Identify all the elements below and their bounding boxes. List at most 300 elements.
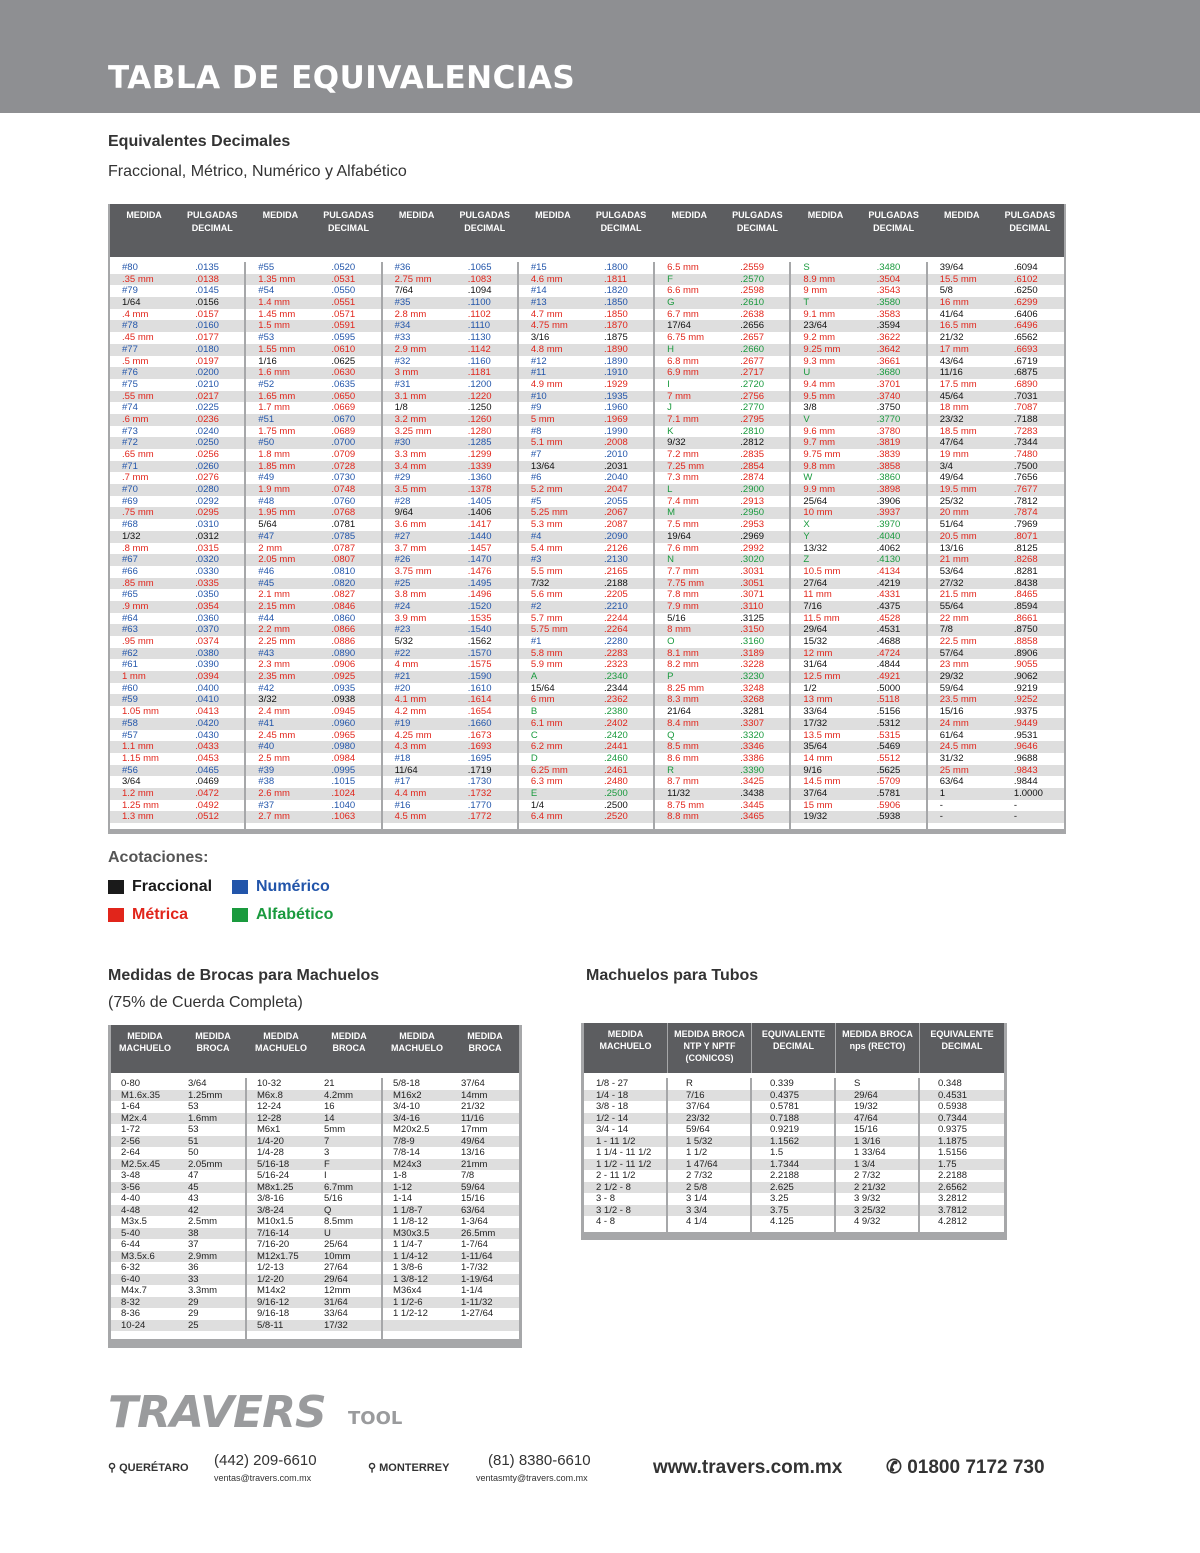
size-cell: #26 (394, 554, 411, 566)
table-row (246, 472, 380, 484)
table-row (110, 437, 244, 449)
decimal-cell: .7188 (1013, 413, 1038, 425)
equivalents-column (791, 262, 927, 829)
size-cell: #71 (122, 460, 138, 472)
size-cell: 5.4 mm (530, 542, 563, 554)
decimal-cell: .1820 (603, 285, 628, 297)
decimal-cell: .8750 (1013, 624, 1038, 636)
decimal-cell: .0177 (195, 332, 219, 344)
table-row (519, 356, 653, 368)
size-cell: 15/64 (530, 682, 555, 694)
size-cell: E (530, 787, 538, 799)
size-cell: 9.1 mm (803, 308, 836, 320)
decimal-cell: .0394 (195, 671, 219, 683)
size-cell: #29 (394, 472, 411, 484)
table-row (920, 1090, 1004, 1102)
table-row (383, 1320, 519, 1332)
decimal-cell: .2500 (603, 787, 628, 799)
table-row (920, 1136, 1004, 1148)
table-row (247, 1193, 381, 1205)
size-cell: #62 (122, 647, 138, 659)
table-row (920, 1124, 1004, 1136)
table-row (920, 1078, 1004, 1090)
size-cell: 19 mm (939, 449, 969, 460)
size-cell: #77 (122, 343, 138, 355)
size-cell: #15 (530, 262, 547, 273)
decimal-cell: .8661 (1013, 612, 1038, 624)
table-row (383, 730, 517, 742)
header-pulgadas-decimal (723, 204, 791, 257)
size-cell: 4.7 mm (530, 308, 563, 320)
table-row (836, 1193, 918, 1205)
size-cell: 7.6 mm (667, 542, 699, 554)
drill-size-cell: 2.5mm (188, 1216, 218, 1227)
footer-phone-queretaro[interactable]: (442) 209-6610 (214, 1452, 317, 1469)
table-row (247, 1113, 381, 1125)
header-medida-machuelo (247, 1025, 315, 1073)
decimal-cell: .1575 (467, 659, 492, 671)
size-cell: 7.75 mm (667, 577, 705, 589)
decimal-cell: .1800 (603, 262, 628, 273)
decimal-cell: .0571 (331, 308, 356, 320)
drill-size-cell: 1-11/64 (461, 1250, 493, 1262)
size-cell: 7 mm (667, 390, 691, 402)
decimal-cell: .3860 (876, 472, 901, 484)
table-row (519, 554, 653, 566)
table-row (246, 344, 380, 356)
decimal-cell: .1850 (603, 297, 628, 309)
table-row (246, 449, 380, 461)
table-row (920, 1216, 1004, 1228)
tap-size-cell: 7/16-20 (257, 1239, 290, 1250)
table-row (246, 659, 380, 671)
table-row (246, 741, 380, 753)
table-row (383, 1251, 519, 1263)
pipe-cell: 1.1875 (938, 1135, 968, 1147)
drill-size-cell: 1.6mm (188, 1112, 218, 1124)
table-row (791, 613, 925, 625)
table-row (519, 718, 653, 730)
drill-size-cell: 25 (188, 1319, 199, 1331)
decimal-cell: .0413 (195, 706, 219, 718)
tap-size-cell: 6-44 (121, 1239, 141, 1250)
decimal-cell: .3701 (876, 378, 901, 390)
decimal-cell: .9843 (1013, 764, 1038, 776)
decimal-cell: .2008 (603, 437, 628, 449)
table-row (928, 472, 1064, 484)
drill-size-cell: 1-1/4 (461, 1285, 483, 1296)
decimal-cell: .9531 (1013, 729, 1038, 741)
header-medida: MEDIDA (262, 210, 299, 220)
size-cell: 21/64 (667, 706, 691, 718)
table-row (519, 706, 653, 718)
table-row (246, 589, 380, 601)
decimal-cell: .1910 (603, 367, 628, 379)
size-cell: 5/8 (939, 285, 953, 297)
decimal-cell: .0145 (195, 285, 219, 297)
tap-size-cell: 1 1/2-12 (393, 1308, 428, 1319)
travers-logo-suffix: TOOL (348, 1408, 403, 1429)
size-cell: 9/32 (667, 437, 686, 449)
header-medida-machuelo (111, 1025, 179, 1073)
decimal-cell: .2165 (603, 565, 628, 577)
table-row (519, 730, 653, 742)
table-row (110, 531, 244, 543)
table-row (110, 519, 244, 531)
table-row (655, 776, 789, 788)
table-row (246, 320, 380, 332)
size-cell: 5.75 mm (530, 624, 568, 636)
table-row (519, 309, 653, 321)
table-row (655, 554, 789, 566)
footer-email-monterrey[interactable]: ventasmty@travers.com.mx (476, 1473, 588, 1483)
pipe-cell: 2 7/32 (854, 1170, 881, 1181)
decimal-cell: .2610 (740, 297, 765, 309)
tap-size-cell: M8x1.25 (257, 1181, 294, 1193)
drill-size-cell: 59/64 (461, 1181, 485, 1193)
decimal-cell: .1772 (467, 811, 492, 823)
table-row (110, 589, 244, 601)
drill-size-cell: 10mm (324, 1250, 351, 1262)
pipe-cell: 2.625 (770, 1181, 794, 1193)
size-cell: 1/4 (530, 799, 545, 811)
decimal-cell: .0748 (331, 484, 356, 496)
size-cell: 7.9 mm (667, 600, 699, 612)
size-cell: #2 (530, 600, 542, 612)
decimal-cell: .3031 (740, 565, 765, 577)
table-row (791, 379, 925, 391)
table-row (584, 1101, 666, 1113)
decimal-cell: .5469 (876, 741, 901, 753)
table-row (383, 659, 517, 671)
footer-website-link[interactable]: www.travers.com.mx (653, 1457, 843, 1478)
decimal-cell: .7969 (1013, 519, 1038, 531)
table-row (383, 496, 517, 508)
size-cell: 2.1 mm (258, 589, 290, 601)
size-cell: 2 mm (258, 542, 283, 554)
decimal-cell: .0374 (195, 636, 219, 647)
size-cell: #55 (258, 262, 275, 273)
drill-size-cell: 8.5mm (324, 1216, 354, 1227)
decimal-cell: .2570 (740, 273, 765, 285)
tap-size-cell: 5/16-18 (257, 1158, 290, 1170)
size-cell: 41/64 (939, 308, 964, 320)
table-row (791, 811, 925, 823)
tap-size-cell: 2-56 (121, 1135, 141, 1147)
size-cell: 21.5 mm (939, 589, 977, 601)
size-cell: #27 (394, 530, 411, 542)
decimal-cell: .0465 (195, 764, 219, 776)
table-row (655, 449, 789, 461)
decimal-cell: .1015 (331, 776, 356, 788)
header-pulgadas: PULGADAS (732, 210, 783, 220)
size-cell: 9.9 mm (803, 484, 836, 496)
size-cell: 31/64 (803, 659, 828, 671)
table-row (655, 274, 789, 286)
size-cell: 6.3 mm (530, 776, 563, 788)
size-cell: A (530, 671, 538, 683)
decimal-cell: .3160 (740, 636, 765, 647)
size-cell: .45 mm (122, 332, 154, 344)
decimal-cell: .2362 (603, 694, 628, 706)
decimal-cell: .0866 (331, 624, 356, 636)
decimal-cell: .2126 (603, 542, 628, 554)
table-row (928, 437, 1064, 449)
size-cell: 21/32 (939, 332, 964, 344)
size-cell: 4.2 mm (394, 706, 427, 718)
table-row (928, 613, 1064, 625)
table-row (791, 788, 925, 800)
table-row (928, 811, 1064, 823)
size-cell: 2.75 mm (394, 273, 432, 285)
footer-tollfree[interactable] (886, 1456, 1045, 1479)
size-cell: 13/32 (803, 542, 828, 554)
header-medida-broca (315, 1025, 383, 1073)
decimal-cell: .2756 (740, 390, 765, 402)
table-row (519, 659, 653, 671)
tap-size-cell: 7/8-14 (393, 1147, 420, 1158)
decimal-cell: .3661 (876, 355, 901, 367)
table-row (111, 1320, 245, 1332)
table-row (668, 1205, 750, 1217)
size-cell: 15.5 mm (939, 273, 977, 285)
size-cell: 4.6 mm (530, 273, 563, 285)
tap-size-cell: M2x.4 (121, 1112, 147, 1124)
pipe-cell: 2.6562 (938, 1181, 968, 1193)
decimal-cell: .2770 (740, 402, 765, 414)
table-row (928, 484, 1064, 496)
decimal-cell: .2559 (740, 262, 765, 273)
size-cell: 9.7 mm (803, 437, 836, 449)
decimal-cell: .0781 (331, 519, 356, 531)
size-cell: #50 (258, 437, 275, 449)
legend-label: Numérico (256, 878, 330, 895)
decimal-cell: .0960 (331, 717, 356, 729)
header-decimal: DECIMAL (600, 223, 642, 233)
table-row (383, 1113, 519, 1125)
decimal-cell: .6406 (1013, 308, 1038, 320)
decimal-cell: .1520 (467, 600, 492, 612)
table-row (247, 1170, 381, 1182)
decimal-cell: .1110 (467, 320, 491, 332)
table-row (246, 694, 380, 706)
header-line: MEDIDA (127, 1031, 163, 1041)
decimal-cell: .5512 (876, 752, 901, 764)
tap-size-cell (383, 1320, 451, 1332)
pipe-cell: 4 9/32 (854, 1216, 881, 1227)
decimal-cell: .9055 (1013, 659, 1038, 671)
decimal-cell: .0730 (331, 472, 356, 484)
size-cell: #7 (530, 449, 542, 460)
tap-size-cell: 1-72 (121, 1124, 141, 1135)
tap-size-cell: 1 1/4-7 (393, 1239, 423, 1250)
size-cell: 5.3 mm (530, 519, 563, 531)
drill-size-cell: 36 (188, 1262, 199, 1273)
table-row (584, 1170, 666, 1182)
table-row (791, 683, 925, 695)
decimal-cell: .8268 (1013, 554, 1038, 566)
table-row (110, 344, 244, 356)
decimal-cell: .0354 (195, 600, 219, 612)
decimal-cell: .2810 (740, 425, 765, 437)
tap-drill-table (108, 1025, 522, 1348)
size-cell: 51/64 (939, 519, 964, 531)
decimal-cell: .0360 (195, 612, 219, 624)
size-cell: #49 (258, 472, 275, 484)
footer-phone-monterrey[interactable]: (81) 8380-6610 (488, 1452, 591, 1469)
footer-city-monterrey (368, 1461, 449, 1474)
table-row (920, 1193, 1004, 1205)
table-row (519, 437, 653, 449)
size-cell: 5.9 mm (530, 659, 563, 671)
header-decimal: DECIMAL (873, 223, 915, 233)
table-row (928, 659, 1064, 671)
table-row (383, 811, 517, 823)
table-row (791, 659, 925, 671)
size-cell: 2.15 mm (258, 600, 296, 612)
table-row (655, 309, 789, 321)
table-row (110, 356, 244, 368)
table-row (791, 402, 925, 414)
size-cell: #60 (122, 682, 138, 694)
decimal-cell: .2031 (603, 460, 628, 472)
header-pulgadas: PULGADAS (868, 210, 919, 220)
table-row (110, 320, 244, 332)
table-row (928, 332, 1064, 344)
table-row (247, 1228, 381, 1240)
header-line: BROCA (196, 1043, 230, 1053)
decimal-cell: .1770 (467, 799, 492, 811)
decimal-cell: .4130 (876, 554, 901, 566)
drill-size-cell: 7/8 (461, 1170, 475, 1181)
decimal-cell: .3504 (876, 273, 901, 285)
table-row (655, 683, 789, 695)
size-cell: 4.1 mm (394, 694, 427, 706)
decimal-cell: .2874 (740, 472, 765, 484)
size-cell: .65 mm (122, 449, 154, 460)
decimal-cell: .5709 (876, 776, 901, 788)
size-cell: 6.4 mm (530, 811, 563, 823)
header-medida-machuelo (383, 1025, 451, 1073)
size-cell: 5/64 (258, 519, 277, 531)
tap-size-cell: 1-8 (393, 1170, 407, 1181)
size-cell: #68 (122, 519, 138, 531)
table-row (383, 1205, 519, 1217)
tap-size-cell: 6-40 (121, 1273, 141, 1285)
table-row (655, 437, 789, 449)
size-cell: 14.5 mm (803, 776, 841, 788)
table-row (519, 613, 653, 625)
size-cell: #36 (394, 262, 411, 273)
table-row (791, 578, 925, 590)
equivalents-column (519, 262, 655, 829)
table-row (655, 694, 789, 706)
table-row (519, 297, 653, 309)
drill-size-cell: F (324, 1158, 330, 1170)
size-cell: #21 (394, 671, 411, 683)
size-cell: 1.7 mm (258, 402, 290, 414)
table-row (246, 566, 380, 578)
header-line: MACHUELO (255, 1043, 307, 1053)
table-row (519, 624, 653, 636)
table-row (246, 332, 380, 344)
table-row (668, 1136, 750, 1148)
table-row (519, 671, 653, 683)
pipe-column (584, 1078, 668, 1232)
decimal-cell: .1614 (467, 694, 492, 706)
table-row (110, 811, 244, 823)
decimal-cell: .2283 (603, 647, 628, 659)
table-row (110, 507, 244, 519)
table-row (928, 379, 1064, 391)
table-row (383, 461, 517, 473)
size-cell: 5.25 mm (530, 507, 568, 519)
size-cell: #59 (122, 694, 138, 706)
decimal-cell: .0846 (331, 600, 356, 612)
size-cell: #30 (394, 437, 411, 449)
table-row (655, 601, 789, 613)
decimal-cell: .4531 (876, 624, 901, 636)
size-cell: M (667, 507, 676, 519)
decimal-cell: .0295 (195, 507, 219, 519)
decimal-cell: .0225 (195, 402, 219, 414)
decimal-cell: .1339 (467, 460, 492, 472)
pipe-cell: 3/4 - 14 (596, 1124, 629, 1135)
size-cell: #20 (394, 682, 411, 694)
size-cell: 11 mm (803, 589, 832, 601)
table-row (110, 730, 244, 742)
table-row (836, 1090, 918, 1102)
decimal-cell: .5906 (876, 799, 901, 811)
table-row (247, 1124, 381, 1136)
table-row (668, 1101, 750, 1113)
size-cell: 13 mm (803, 694, 833, 706)
size-cell: #11 (530, 367, 546, 379)
table-row (247, 1320, 381, 1332)
size-cell: T (803, 297, 810, 309)
drill-size-cell: 3/64 (188, 1078, 207, 1089)
size-cell: 2.05 mm (258, 554, 296, 566)
table-row (383, 1308, 519, 1320)
drill-size-cell: 13/16 (461, 1147, 485, 1158)
drill-size-cell: 51 (188, 1135, 199, 1147)
footer-email-queretaro[interactable]: ventas@travers.com.mx (214, 1473, 312, 1483)
decimal-cell: .2344 (603, 682, 628, 694)
size-cell: 6.9 mm (667, 367, 699, 379)
tap-size-cell: 3/4-16 (393, 1112, 420, 1124)
size-cell: 5.7 mm (530, 612, 563, 624)
size-cell: 17.5 mm (939, 378, 977, 390)
table-row (110, 800, 244, 812)
legend-swatch-blue (232, 880, 248, 894)
table-row (246, 262, 380, 274)
table-row (111, 1136, 245, 1148)
table-row (110, 414, 244, 426)
table-row (246, 776, 380, 788)
table-row (928, 449, 1064, 461)
size-cell: Q (667, 729, 675, 741)
table-row (791, 531, 925, 543)
table-row (928, 367, 1064, 379)
size-cell: 27/64 (803, 577, 828, 589)
decimal-cell: .1102 (467, 308, 491, 320)
table-row (791, 753, 925, 765)
header-line: MACHUELO (119, 1043, 171, 1053)
decimal-cell: .0370 (195, 624, 219, 636)
table-row (519, 694, 653, 706)
table-row (246, 578, 380, 590)
size-cell: 1/8 (394, 402, 408, 414)
